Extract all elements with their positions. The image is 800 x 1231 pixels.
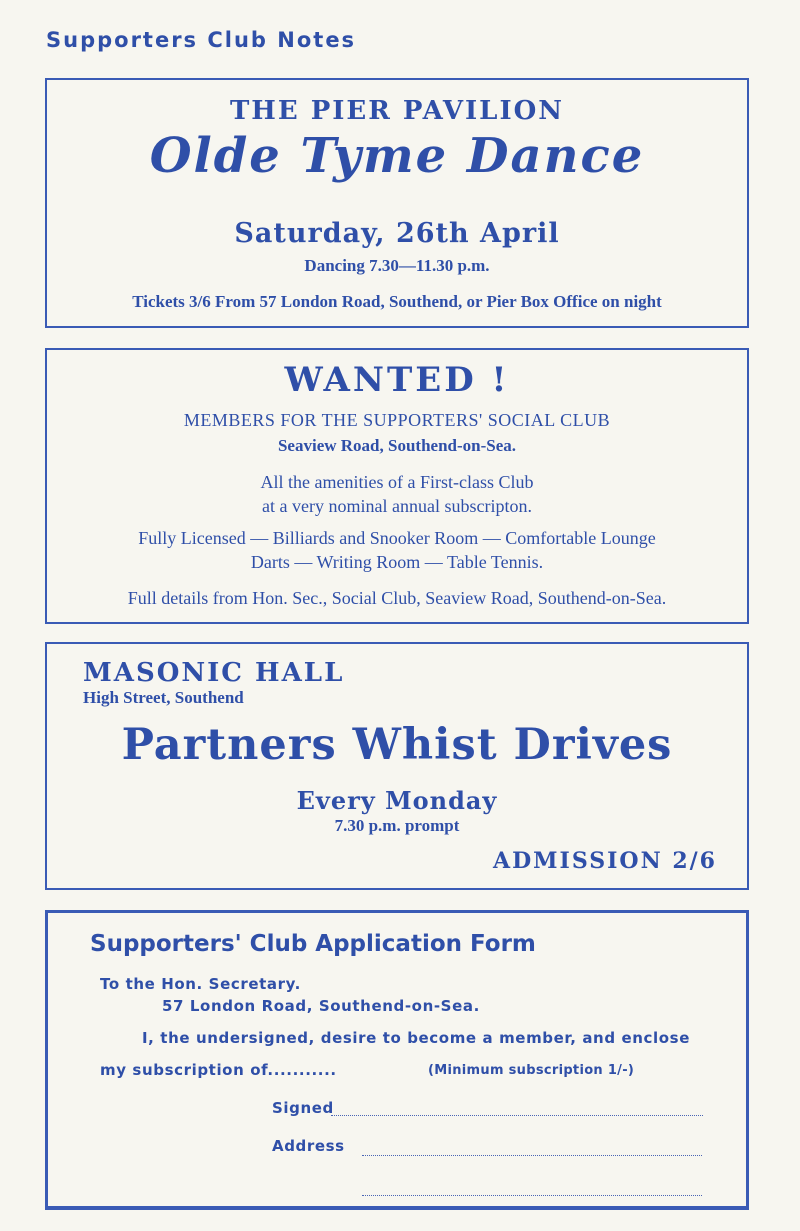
masonic-hall-notice [45, 642, 749, 890]
form-minimum-note: (Minimum subscription 1/-) [428, 1063, 635, 1078]
address-label: Address [272, 1137, 345, 1155]
whist-day: Every Monday [296, 786, 498, 815]
signature-line[interactable] [331, 1115, 703, 1116]
admission-price: ADMISSION 2/6 [493, 848, 717, 874]
form-recipient-address: 57 London Road, Southend-on-Sea. [162, 997, 480, 1015]
form-declaration: I, the undersigned, desire to become a member, and enclose [142, 1029, 690, 1047]
whist-drives-heading: Partners Whist Drives [121, 720, 673, 770]
wanted-notice [45, 348, 749, 624]
amenities-line-2: at a very nominal annual subscripton. [262, 496, 532, 516]
club-address: Seaview Road, Southend-on-Sea. [277, 436, 517, 455]
application-form [45, 910, 749, 1210]
wanted-heading: WANTED ! [284, 360, 510, 400]
address-line-2[interactable] [362, 1195, 702, 1196]
dance-date: Saturday, 26th April [234, 218, 560, 249]
form-title: Supporters' Club Application Form [90, 931, 536, 957]
form-recipient: To the Hon. Secretary. [100, 975, 301, 993]
facilities-line-2: Darts — Writing Room — Table Tennis. [250, 552, 544, 572]
ticket-info: Tickets 3/6 From 57 London Road, Southend, or Pier Box Office on night [132, 292, 662, 311]
signed-label: Signed [272, 1099, 334, 1117]
details-line: Full details from Hon. Sec., Social Club, Seaview Road, Southend-on-Sea. [127, 588, 667, 608]
amenities-line-1: All the amenities of a First-class Club [260, 472, 534, 492]
page-title: Supporters Club Notes [46, 28, 357, 52]
members-line: MEMBERS FOR THE SUPPORTERS' SOCIAL CLUB [183, 410, 611, 430]
form-subscription: my subscription of........... [100, 1061, 337, 1079]
masonic-hall-address: High Street, Southend [83, 688, 244, 707]
address-line-1[interactable] [362, 1155, 702, 1156]
pier-pavilion-title: THE PIER PAVILION [229, 96, 565, 126]
masonic-hall-title: MASONIC HALL [83, 658, 345, 688]
facilities-line-1: Fully Licensed — Billiards and Snooker Room — Comfortable Lounge [138, 528, 656, 548]
olde-tyme-dance-heading: Olde Tyme Dance [149, 128, 645, 184]
whist-time: 7.30 p.m. prompt [334, 816, 460, 835]
pier-pavilion-notice [45, 78, 749, 328]
dance-time: Dancing 7.30—11.30 p.m. [304, 256, 490, 275]
